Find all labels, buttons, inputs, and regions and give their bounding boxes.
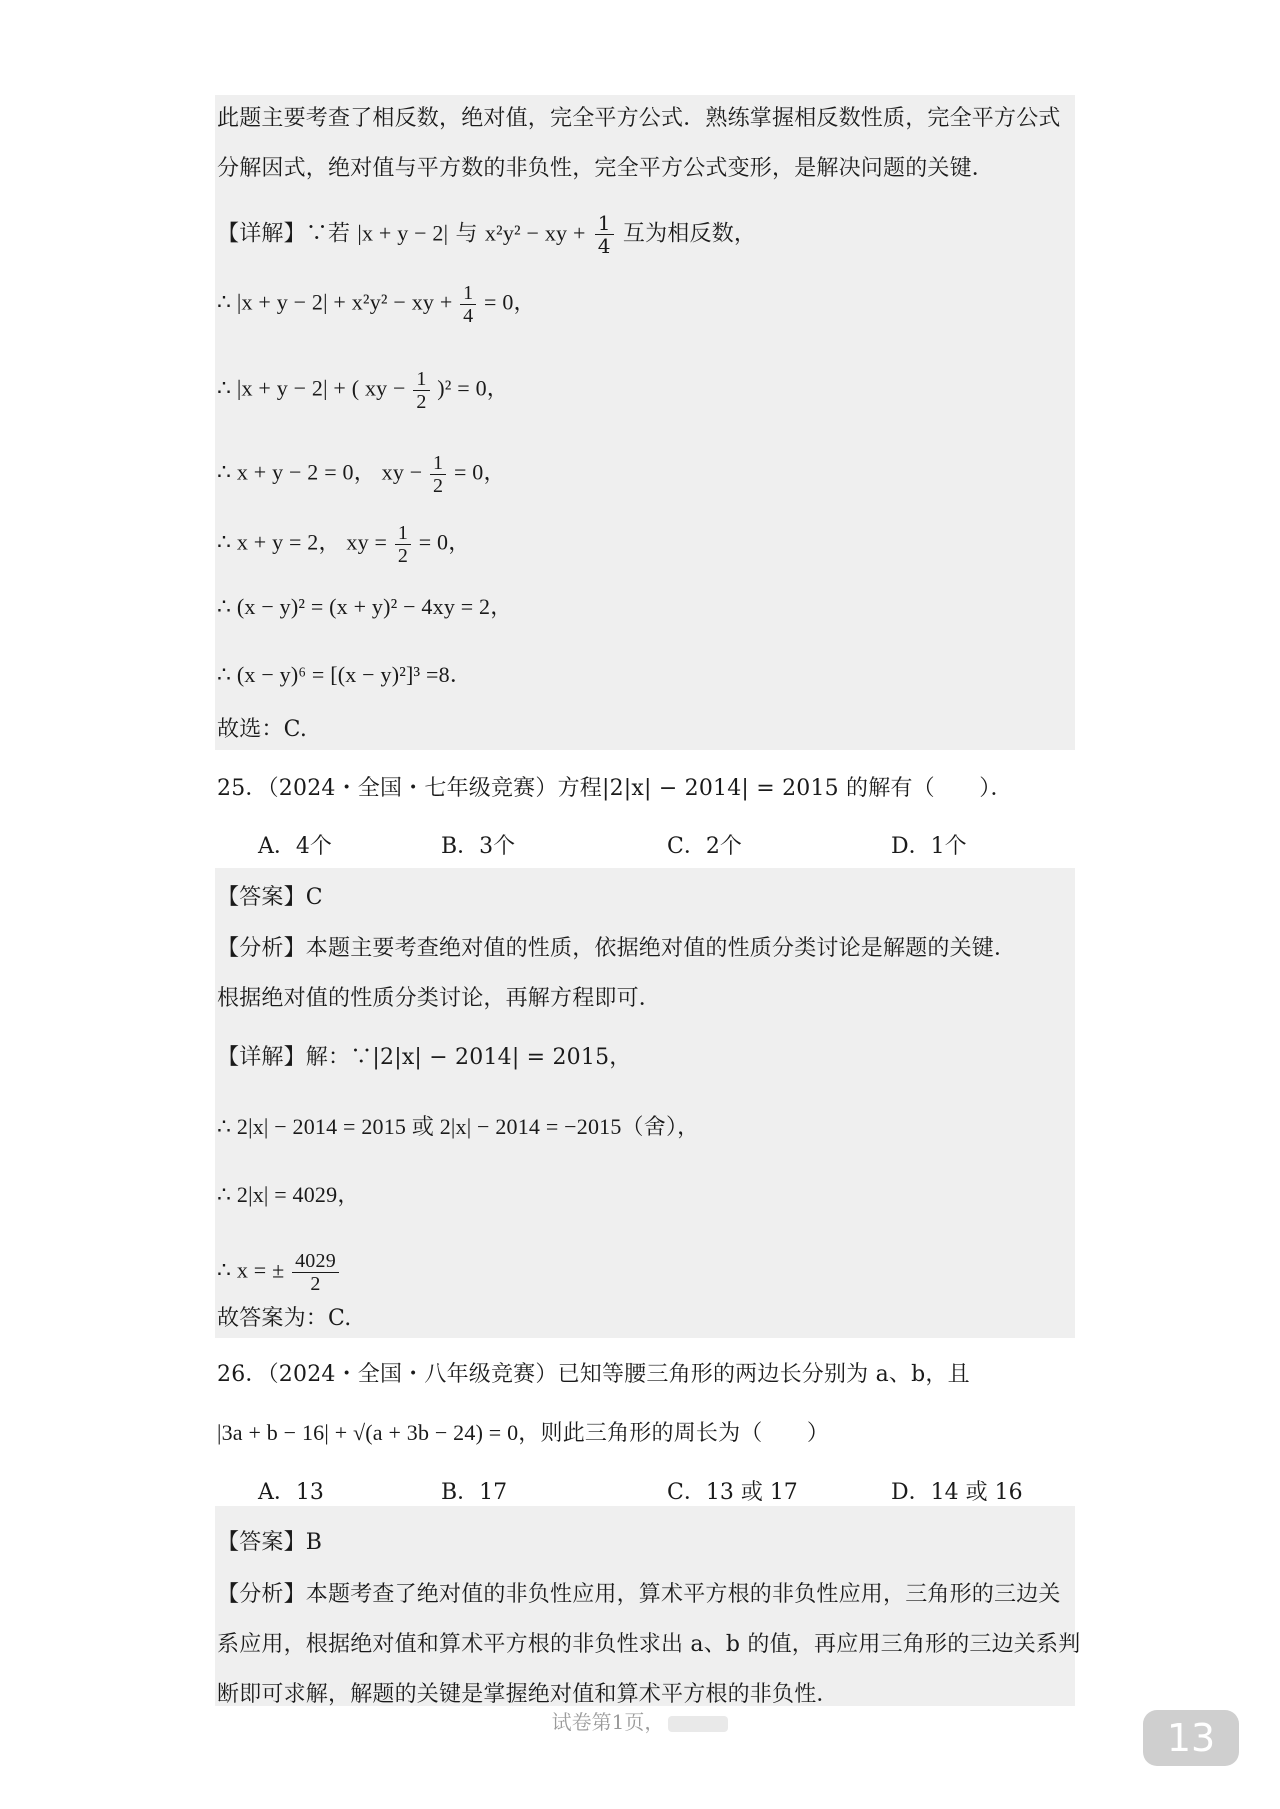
step-line: ∴ 2|x| − 2014 = 2015 或 2|x| − 2014 = −2015（舍）， [217, 1114, 700, 1139]
fraction-one-half: $\frac{1}{2}$ [395, 522, 411, 567]
page-label: 试卷第1页， [551, 1710, 665, 1734]
analysis-line: 断即可求解，解题的关键是掌握绝对值和算术平方根的非负性． [217, 1682, 839, 1707]
choice-b: B．3个 [441, 834, 516, 859]
analysis-line: 根据绝对值的性质分类讨论，再解方程即可． [217, 986, 662, 1011]
abs-expression: |x + y − 2| [357, 220, 449, 246]
fraction-one-half: $\frac{1}{2}$ [430, 452, 446, 497]
detail-line: 【详解】解：∵|2|x| − 2014| = 2015， [217, 1045, 632, 1070]
step-line: ∴ (x − y)² = (x + y)² − 4xy = 2， [217, 594, 513, 619]
step-line: ∴ 2|x| = 4029， [217, 1182, 360, 1207]
step-line: ∴ |x + y − 2| + x²y² − xy + $\frac{1}{4}$ = 0， [217, 282, 536, 327]
solution-block-24 [215, 95, 1075, 750]
choice-a: A．13 [258, 1480, 324, 1505]
analysis-line: 分解因式，绝对值与平方数的非负性，完全平方公式变形，是解决问题的关键． [217, 156, 995, 181]
analysis-line: 此题主要考查了相反数，绝对值，完全平方公式．熟练掌握相反数性质，完全平方公式 [217, 106, 1061, 131]
answer-line: 【答案】B [217, 1530, 323, 1555]
question-25-stem: 25．（2024・全国・七年级竞赛）方程|2|x| − 2014| = 2015 的解有（ ）． [217, 776, 1013, 801]
analysis-line: 系应用，根据绝对值和算术平方根的非负性求出 a、b 的值，再应用三角形的三边关系判 [217, 1632, 1081, 1657]
step-line: ∴ x + y − 2 = 0， xy − $\frac{1}{2}$ = 0， [217, 452, 506, 497]
redacted-text [668, 1716, 728, 1732]
detail-prefix: 【详解】∵若 [217, 221, 351, 247]
conclusion-line: 故答案为：C. [217, 1306, 352, 1331]
question-26-stem: |3a + b − 16| + √(a + 3b − 24) = 0，则此三角形的周长为（ ） [217, 1420, 830, 1445]
choice-b: B．17 [441, 1480, 508, 1505]
quadratic-expression: x²y² − xy + [484, 220, 586, 246]
detail-suffix: 互为相反数， [622, 221, 757, 247]
choice-c: C．13 或 17 [667, 1480, 798, 1505]
conclusion-line: 故选：C. [217, 717, 308, 742]
choice-c: C．2个 [667, 834, 742, 859]
analysis-line: 【分析】本题主要考查绝对值的性质，依据绝对值的性质分类讨论是解题的关键． [217, 936, 1017, 961]
answer-line: 【答案】C [217, 885, 323, 910]
choice-d: D．1个 [891, 834, 967, 859]
step-line: ∴ |x + y − 2| + ( xy − $\frac{1}{2}$ )² = 0， [217, 368, 510, 413]
page-number-badge[interactable]: 13 [1143, 1710, 1239, 1766]
choice-a: A．4个 [258, 834, 332, 859]
fraction-one-half: $\frac{1}{2}$ [413, 368, 429, 413]
choice-d: D．14 或 16 [891, 1480, 1023, 1505]
step-line: ∴ x = ± $\frac{4029}{2}$ [217, 1250, 341, 1295]
page-footer [0, 1706, 1280, 1735]
step-line: ∴ (x − y)⁶ = [(x − y)²]³ =8． [217, 662, 473, 687]
fraction-4029-over-2: $\frac{4029}{2}$ [292, 1250, 339, 1295]
analysis-line: 【分析】本题考查了绝对值的非负性应用，算术平方根的非负性应用，三角形的三边关 [217, 1582, 1061, 1607]
detail-line [217, 212, 756, 257]
fraction-one-quarter: $\frac{1}{4}$ [595, 212, 614, 257]
question-26-stem: 26．（2024・全国・八年级竞赛）已知等腰三角形的两边长分别为 a、b，且 [217, 1362, 970, 1387]
detail-mid: 与 [455, 221, 478, 247]
step-line: ∴ x + y = 2， xy = $\frac{1}{2}$ = 0， [217, 522, 471, 567]
fraction-one-quarter: $\frac{1}{4}$ [460, 282, 476, 327]
